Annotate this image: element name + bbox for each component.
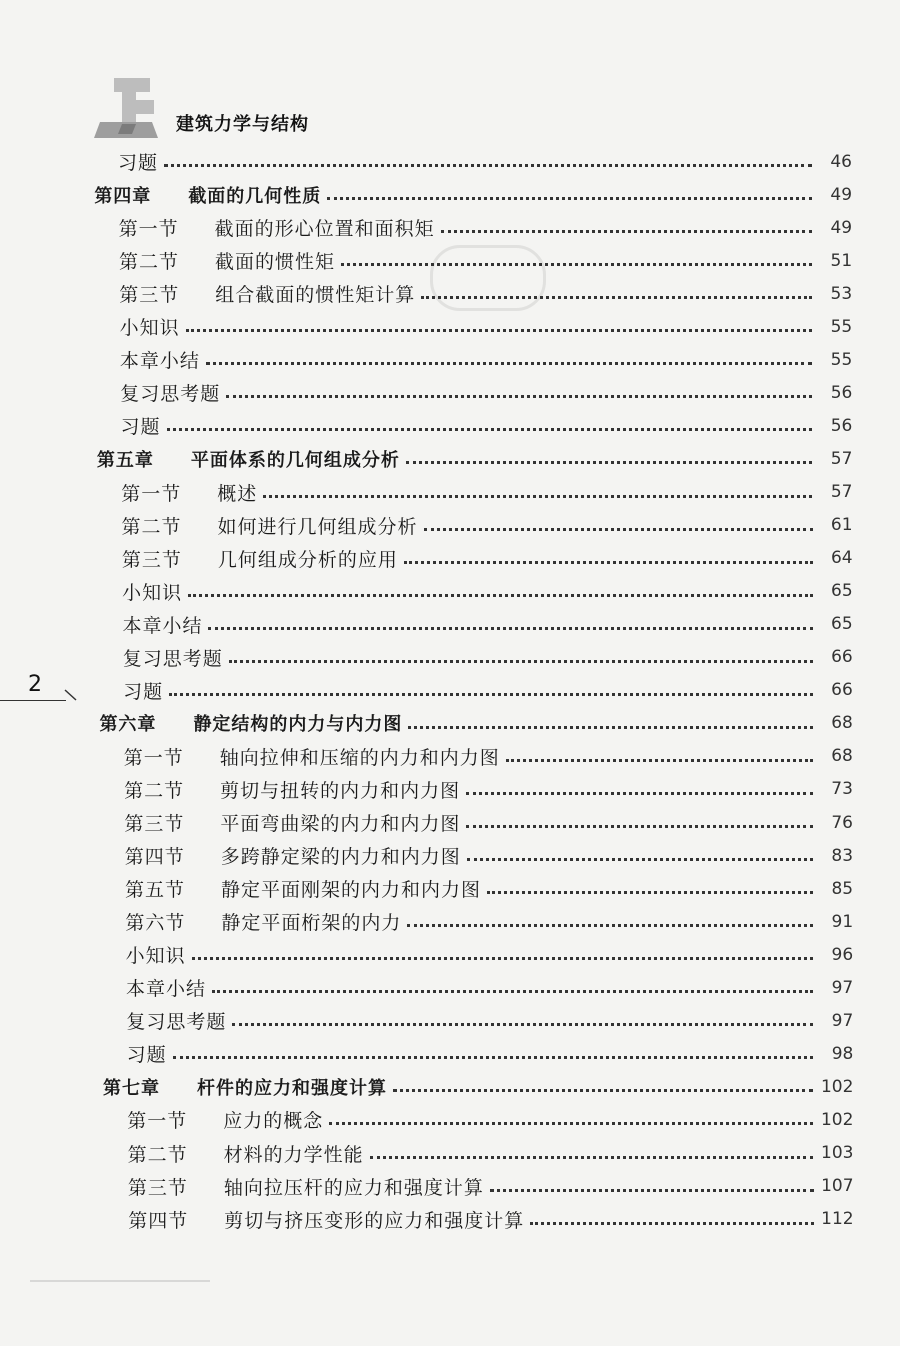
toc-entry-label — [127, 1040, 167, 1067]
toc-entry-number: 第二节 — [118, 251, 179, 274]
toc-section-row[interactable] — [124, 806, 853, 839]
toc-entry-number: 第三节 — [121, 548, 182, 571]
toc-entry-title: 平面弯曲梁的内力和内力图 — [220, 813, 461, 835]
dot-leader — [408, 722, 812, 729]
toc-page-number: 49 — [830, 217, 853, 238]
toc-section-row[interactable] — [128, 1170, 854, 1203]
toc-entry-title: 截面的几何性质 — [188, 185, 322, 207]
toc-section-row[interactable] — [120, 310, 853, 343]
toc-section-row[interactable] — [119, 277, 852, 310]
dot-leader — [406, 457, 813, 464]
dot-leader — [487, 887, 813, 894]
toc-section-row[interactable] — [124, 773, 853, 806]
toc-entry-label — [128, 1140, 364, 1167]
toc-section-row[interactable] — [122, 509, 853, 542]
toc-entry-label — [125, 842, 461, 869]
toc-entry-number: 第二节 — [127, 1143, 188, 1166]
toc-entry-title: 多跨静定梁的内力和内力图 — [220, 846, 461, 869]
toc-page-number: 83 — [831, 845, 854, 866]
page-number-rule — [0, 700, 66, 701]
dot-leader — [466, 788, 813, 795]
toc-section-row[interactable] — [122, 608, 852, 641]
toc-page-number: 55 — [830, 316, 853, 337]
dot-leader — [164, 160, 812, 167]
dot-leader — [466, 821, 813, 828]
toc-page-number: 97 — [831, 977, 854, 998]
toc-entry-label — [119, 280, 415, 307]
dot-leader — [404, 557, 813, 564]
toc-section-row[interactable] — [126, 971, 853, 1004]
toc-entry-label — [99, 710, 402, 736]
toc-entry-label — [126, 941, 186, 968]
toc-entry-number: 本章小结 — [126, 978, 207, 1001]
toc-section-row[interactable] — [120, 376, 852, 409]
dot-leader — [212, 986, 813, 993]
toc-entry-label — [127, 1106, 323, 1133]
toc-entry-number: 习题 — [118, 152, 159, 174]
dot-leader — [327, 193, 812, 200]
toc-section-row[interactable] — [121, 409, 853, 442]
toc-page-number: 46 — [830, 151, 852, 172]
toc-page-number: 57 — [830, 482, 853, 502]
dot-leader — [341, 259, 812, 266]
toc-page-number: 61 — [830, 515, 853, 536]
toc-page-number: 65 — [831, 581, 853, 602]
toc-entry-label — [124, 776, 460, 803]
toc-section-row[interactable] — [123, 641, 853, 674]
toc-entry-number: 第一节 — [127, 1110, 188, 1133]
toc-section-row[interactable] — [119, 244, 852, 277]
toc-entry-label — [119, 214, 435, 241]
toc-entry-number: 习题 — [123, 680, 164, 703]
dot-leader — [263, 491, 812, 498]
toc-page-number: 91 — [831, 911, 854, 932]
toc-entry-title: 应力的概念 — [223, 1110, 324, 1133]
dot-leader — [370, 1152, 814, 1159]
toc-page-number: 85 — [831, 878, 854, 899]
toc-entry-label — [122, 611, 202, 638]
toc-entry-number: 本章小结 — [122, 614, 203, 637]
toc-section-row[interactable] — [127, 1103, 853, 1136]
toc-section-row[interactable] — [122, 575, 852, 608]
toc-entry-number: 复习思考题 — [122, 647, 223, 670]
toc-entry-label — [119, 247, 335, 274]
toc-entry-label — [120, 379, 220, 406]
dot-leader — [467, 854, 813, 861]
toc-entry-title: 剪切与挤压变形的应力和强度计算 — [224, 1209, 525, 1232]
dot-leader — [188, 590, 812, 597]
dot-leader — [232, 1019, 813, 1026]
toc-entry-title: 材料的力学性能 — [223, 1143, 364, 1166]
toc-page-number: 97 — [831, 1010, 854, 1031]
toc-entry-label — [125, 908, 401, 935]
toc-entry-label — [120, 313, 180, 340]
toc-page-number: 96 — [831, 944, 854, 965]
toc-entry-label — [122, 578, 182, 605]
toc-entry-number: 复习思考题 — [126, 1011, 227, 1034]
toc-section-row[interactable] — [128, 1137, 854, 1170]
dot-leader — [167, 424, 813, 431]
toc-section-row[interactable] — [125, 905, 853, 938]
toc-entry-title: 杆件的应力和强度计算 — [196, 1077, 387, 1099]
toc-entry-number: 第五节 — [125, 879, 186, 902]
toc-entry-number: 小知识 — [122, 581, 183, 604]
dot-leader — [441, 226, 812, 233]
toc-entry-title: 静定平面刚架的内力和内力图 — [221, 879, 482, 902]
toc-page-number: 68 — [831, 713, 853, 734]
toc-entry-number: 习题 — [126, 1044, 167, 1067]
toc-section-row[interactable] — [121, 476, 852, 509]
toc-entry-title: 几何组成分析的应用 — [217, 548, 398, 571]
toc-section-row[interactable] — [122, 542, 853, 575]
toc-section-row[interactable] — [126, 938, 854, 971]
toc-entry-number: 第五章 — [96, 449, 154, 471]
toc-entry-label — [125, 875, 481, 902]
toc-entry-number: 第四节 — [124, 846, 185, 869]
dot-leader — [169, 689, 813, 696]
dot-leader — [393, 1085, 813, 1092]
toc-entry-title: 截面的惯性矩 — [214, 251, 335, 274]
toc-page-number: 66 — [831, 647, 853, 668]
toc-entry-number: 小知识 — [119, 317, 180, 340]
toc-entry-number: 第四节 — [128, 1209, 189, 1232]
toc-section-row[interactable] — [126, 1004, 853, 1037]
toc-section-row[interactable] — [120, 343, 852, 376]
toc-entry-number: 第一节 — [118, 218, 179, 241]
toc-entry-label — [121, 479, 257, 506]
toc-section-row[interactable] — [119, 211, 852, 244]
toc-entry-number: 本章小结 — [119, 350, 200, 373]
dot-leader — [186, 325, 813, 332]
dot-leader — [173, 1052, 814, 1059]
toc-entry-label — [124, 809, 460, 836]
toc-entry-label — [126, 974, 206, 1001]
toc-entry-number: 第二节 — [121, 515, 182, 538]
toc-entry-number: 第六节 — [125, 912, 186, 935]
toc-entry-label — [103, 1074, 387, 1100]
toc-page-number: 103 — [821, 1143, 854, 1163]
dot-leader — [208, 623, 812, 630]
toc-entry-number: 第六章 — [99, 714, 157, 736]
toc-section-row[interactable] — [124, 740, 853, 773]
toc-page-number: 56 — [830, 382, 853, 403]
book-title: 建筑力学与结构 — [176, 114, 309, 135]
toc-entry-label — [121, 412, 161, 439]
dot-leader — [506, 755, 813, 762]
page-rule-tick — [64, 688, 78, 702]
toc-entry-number: 第一节 — [121, 482, 182, 505]
toc-entry-label — [128, 1206, 524, 1233]
toc-entry-number: 第三节 — [127, 1176, 188, 1199]
toc-page-number: 51 — [830, 250, 853, 271]
toc-entry-number: 小知识 — [125, 945, 186, 968]
toc-entry-label — [120, 346, 200, 373]
toc-entry-label — [122, 545, 398, 572]
toc-entry-label — [97, 446, 400, 472]
toc-page-number: 68 — [831, 746, 853, 767]
toc-entry-title: 平面体系的几何组成分析 — [190, 449, 400, 471]
toc-entry-number: 第二节 — [124, 779, 185, 802]
toc-entry-title: 组合截面的惯性矩计算 — [215, 284, 416, 307]
dot-leader — [192, 953, 814, 960]
toc-entry-number: 习题 — [120, 416, 161, 439]
toc-section-row[interactable] — [123, 674, 853, 707]
toc-entry-label — [122, 512, 418, 539]
toc-entry-number: 第四章 — [94, 185, 152, 207]
dot-leader — [530, 1218, 813, 1225]
dot-leader — [490, 1185, 814, 1192]
toc-entry-number: 第三节 — [119, 284, 180, 307]
toc-section-row[interactable] — [118, 145, 852, 178]
dot-leader — [206, 358, 812, 365]
toc-section-row[interactable] — [125, 872, 853, 905]
toc-page-number: 112 — [821, 1209, 854, 1230]
toc-page-number: 66 — [831, 680, 853, 701]
toc-chapter-row[interactable] — [99, 707, 852, 740]
toc-entry-title: 如何进行几何组成分析 — [217, 515, 418, 538]
dot-leader — [229, 656, 813, 663]
toc-entry-label — [118, 148, 158, 175]
toc-entry-label — [123, 644, 223, 671]
toc-page-number: 56 — [830, 415, 853, 436]
toc-entry-label — [94, 182, 321, 208]
toc-entry-number: 第七章 — [102, 1077, 160, 1099]
toc-entry-number: 复习思考题 — [120, 383, 221, 406]
toc-page-number: 57 — [830, 448, 853, 469]
toc-page-number: 49 — [830, 184, 853, 205]
toc-entry-title: 剪切与扭转的内力和内力图 — [220, 779, 461, 802]
bleed-through-rule — [30, 1280, 210, 1282]
toc-entry-title: 静定结构的内力与内力图 — [193, 714, 403, 736]
toc-chapter-row[interactable] — [103, 1070, 853, 1103]
dot-leader — [421, 292, 812, 299]
toc-entry-title: 截面的形心位置和面积矩 — [214, 218, 435, 241]
dot-leader — [407, 920, 813, 927]
toc-page-number: 73 — [831, 779, 853, 800]
toc-page-number: 55 — [830, 349, 853, 370]
toc-entry-title: 静定平面桁架的内力 — [221, 912, 402, 935]
toc-section-row[interactable] — [128, 1203, 853, 1236]
toc-entry-label — [126, 1007, 226, 1034]
toc-chapter-row[interactable] — [97, 442, 853, 475]
toc-entry-label — [123, 677, 163, 704]
toc-page-number: 53 — [830, 283, 853, 304]
toc-page-number: 98 — [831, 1043, 854, 1064]
toc-page-number: 64 — [830, 548, 853, 569]
toc-entry-title: 概述 — [217, 482, 258, 505]
toc-entry-label — [128, 1173, 484, 1200]
toc-page-number: 107 — [821, 1176, 854, 1197]
toc-entry-title: 轴向拉伸和压缩的内力和内力图 — [219, 746, 500, 769]
toc-page-number: 102 — [820, 1076, 854, 1097]
toc-chapter-row[interactable] — [94, 178, 852, 211]
book-logo-icon — [92, 74, 174, 142]
dot-leader — [329, 1118, 813, 1125]
toc-page-number: 102 — [820, 1109, 854, 1130]
page-number: 2 — [28, 672, 42, 697]
toc-section-row[interactable] — [127, 1037, 854, 1070]
toc-page-number: 65 — [831, 614, 853, 635]
dot-leader — [424, 524, 813, 531]
toc-page-number: 76 — [831, 812, 853, 833]
dot-leader — [226, 391, 812, 398]
toc-entry-title: 轴向拉压杆的应力和强度计算 — [223, 1176, 484, 1199]
toc-entry-number: 第三节 — [124, 813, 185, 835]
toc-entry-number: 第一节 — [123, 746, 184, 769]
toc-entry-label — [124, 743, 500, 770]
toc-section-row[interactable] — [125, 839, 853, 872]
